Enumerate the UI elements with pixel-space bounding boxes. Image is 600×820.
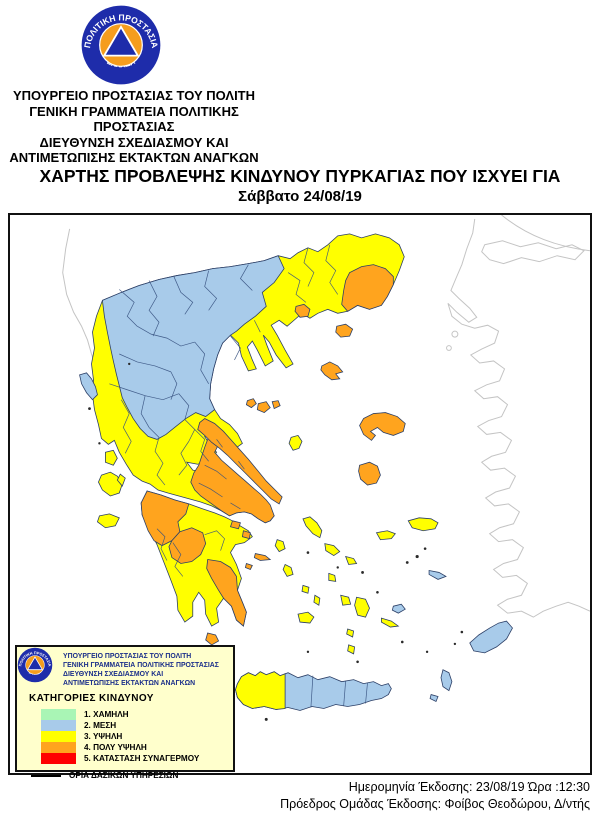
island-alonnisos <box>272 401 280 409</box>
civil-protection-logo <box>80 4 162 86</box>
island-kefalonia <box>98 472 122 496</box>
island-lesvos <box>360 413 406 441</box>
agency-header <box>8 88 260 166</box>
legend-heading: ΚΑΤΗΓΟΡΙΕΣ ΚΙΝΔΥΝΟΥ <box>29 693 154 704</box>
island-syros <box>329 573 336 581</box>
legend-swatch-medium <box>41 720 76 731</box>
legend-row-medium <box>41 720 199 731</box>
island-lemnos <box>321 362 343 380</box>
island-astypalaia <box>392 604 405 613</box>
island-lefkada <box>105 450 117 465</box>
legend-swatch-alert <box>41 753 76 764</box>
mainland-greece <box>91 234 404 523</box>
island-samos <box>408 518 438 531</box>
island-ikaria <box>376 531 395 540</box>
legend-label-low: 1. ΧΑΜΗΛΗ <box>84 710 129 719</box>
legend-swatch-low <box>41 709 76 720</box>
island-tinos <box>325 544 340 556</box>
map-legend <box>15 645 235 780</box>
agency-line-2: ΓΕΝΙΚΗ ΓΡΑΜΜΑΤΕΙΑ ΠΟΛΙΤΙΚΗΣ ΠΡΟΣΤΑΣΙΑΣ <box>29 103 239 134</box>
island-rhodes <box>470 621 513 653</box>
island-santorini <box>348 645 355 654</box>
legend-row-high <box>41 731 199 742</box>
legend-agency-line-2: ΓΕΝΙΚΗ ΓΡΑΜΜΑΤΕΙΑ ΠΟΛΙΤΙΚΗΣ ΠΡΟΣΤΑΣΙΑΣ <box>63 662 219 669</box>
island-karpathos <box>441 670 452 691</box>
island-samothrace <box>336 324 353 337</box>
legend-boundary-row <box>31 771 178 780</box>
legend-swatch-very-high <box>41 742 76 753</box>
island-sifnos <box>314 595 320 605</box>
island-amorgos <box>381 618 398 627</box>
legend-label-medium: 2. ΜΕΣΗ <box>84 721 117 730</box>
island-naxos <box>355 597 370 617</box>
island-kythira <box>206 633 219 645</box>
island-paros <box>341 595 351 605</box>
legend-agency-line-1: ΥΠΟΥΡΓΕΙΟ ΠΡΟΣΤΑΣΙΑΣ ΤΟΥ ΠΟΛΙΤΗ <box>63 653 192 660</box>
island-kythnos <box>283 564 293 576</box>
legend-agency-line-3: ΔΙΕΥΘΥΝΣΗ ΣΧΕΔΙΑΣΜΟΥ ΚΑΙ <box>63 671 164 678</box>
island-serifos <box>302 585 309 593</box>
island-kea <box>275 540 285 552</box>
agency-line-3: ΔΙΕΥΘΥΝΣΗ ΣΧΕΔΙΑΣΜΟΥ ΚΑΙ <box>39 134 229 150</box>
island-hydra <box>254 554 270 561</box>
island-kasos <box>430 695 438 702</box>
island-skopelos <box>257 402 270 413</box>
island-mykonos <box>346 557 357 565</box>
island-chios <box>359 462 381 485</box>
island-spetses <box>245 564 252 570</box>
island-andros <box>303 517 322 538</box>
map-date: Σάββατο 24/08/19 <box>238 188 362 205</box>
legend-label-very-high: 4. ΠΟΛΥ ΥΨΗΛΗ <box>84 743 147 752</box>
issue-president-line: Πρόεδρος Ομάδας Έκδοσης: Φοίβος Θεοδώρου, Δ/ντής <box>280 797 590 811</box>
legend-agency-text <box>63 652 233 688</box>
legend-row-low <box>41 709 199 720</box>
island-crete-chania-high <box>235 672 285 710</box>
legend-category-list <box>41 709 199 764</box>
legend-row-very-high <box>41 742 199 753</box>
island-milos <box>298 612 314 623</box>
fire-risk-map <box>8 213 592 780</box>
island-skiathos <box>246 399 256 408</box>
agency-line-1: ΥΠΟΥΡΓΕΙΟ ΠΡΟΣΤΑΣΙΑΣ ΤΟΥ ΠΟΛΙΤΗ <box>12 88 256 103</box>
issue-info <box>280 779 590 813</box>
legend-swatch-high <box>41 731 76 742</box>
island-zakynthos <box>97 514 119 528</box>
map-title: ΧΑΡΤΗΣ ΠΡΟΒΛΕΨΗΣ ΚΙΝΔΥΝΟΥ ΠΥΡΚΑΓΙΑΣ ΠΟΥ ΙΣΧΥΕΙ ΓΙΑ <box>39 166 561 186</box>
forest-service-boundary-line-symbol <box>31 775 61 777</box>
legend-agency-line-4: ΑΝΤΙΜΕΤΩΠΙΣΗΣ ΕΚΤΑΚΤΩΝ ΑΝΑΓΚΩΝ <box>63 680 196 687</box>
issue-date-line: Ημερομηνία Έκδοσης: 23/08/19 Ώρα :12:30 <box>348 780 590 794</box>
island-skyros <box>289 435 302 450</box>
island-ios <box>347 629 354 637</box>
legend-label-alert: 5. ΚΑΤΑΣΤΑΣΗ ΣΥΝΑΓΕΡΜΟΥ <box>84 754 200 763</box>
legend-label-high: 3. ΥΨΗΛΗ <box>84 732 123 741</box>
legend-boundary-label: ΟΡΙΑ ΔΑΣΙΚΩΝ ΥΠΗΡΕΣΙΩΝ <box>69 771 179 780</box>
island-kos <box>429 570 446 579</box>
legend-row-alert <box>41 753 199 764</box>
agency-line-4: ΑΝΤΙΜΕΤΩΠΙΣΗΣ ΕΚΤΑΚΤΩΝ ΑΝΑΓΚΩΝ <box>9 150 259 165</box>
